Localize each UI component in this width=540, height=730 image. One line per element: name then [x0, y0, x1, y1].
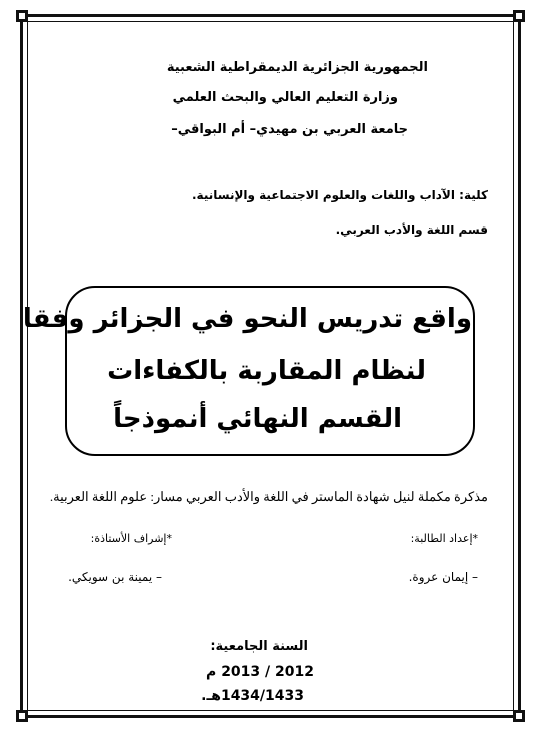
gregorian-year: 2012 / 2013 م — [206, 664, 314, 680]
thesis-title-line-2: لنظام المقاربة بالكفاءات — [107, 356, 426, 386]
supervisor-label: *إشراف الأستاذة: — [90, 532, 172, 545]
corner-ornament — [513, 710, 525, 722]
hijri-year: 1434/1433هـ. — [201, 688, 304, 704]
academic-year-label: السنة الجامعية: — [210, 639, 308, 654]
department-name: قسم اللغة والأدب العربي. — [335, 223, 488, 237]
student-name: – إيمان عروة. — [408, 570, 478, 584]
corner-ornament — [16, 710, 28, 722]
faculty-name: كلية: الآداب واللغات والعلوم الاجتماعية والإنسانية. — [192, 188, 488, 202]
ministry-name: وزارة التعليم العالي والبحث العلمي — [172, 90, 398, 105]
degree-note: مذكرة مكملة لنيل شهادة الماستر في اللغة والأدب العربي مسار: علوم اللغة العربية. — [49, 489, 488, 504]
thesis-title-line-1: واقع تدريس النحو في الجزائر وفقا — [22, 304, 472, 334]
thesis-title-line-3: القسم النهائي أنموذجاً — [113, 404, 402, 434]
corner-ornament — [16, 10, 28, 22]
university-name: جامعة العربي بن مهيدي– أم البواقي– — [171, 122, 408, 137]
corner-ornament — [513, 10, 525, 22]
prepared-by-label: *إعداد الطالبة: — [410, 532, 478, 545]
supervisor-name: – يمينة بن سويكي. — [68, 570, 162, 584]
republic-name: الجمهورية الجزائرية الديمقراطية الشعبية — [166, 60, 428, 75]
